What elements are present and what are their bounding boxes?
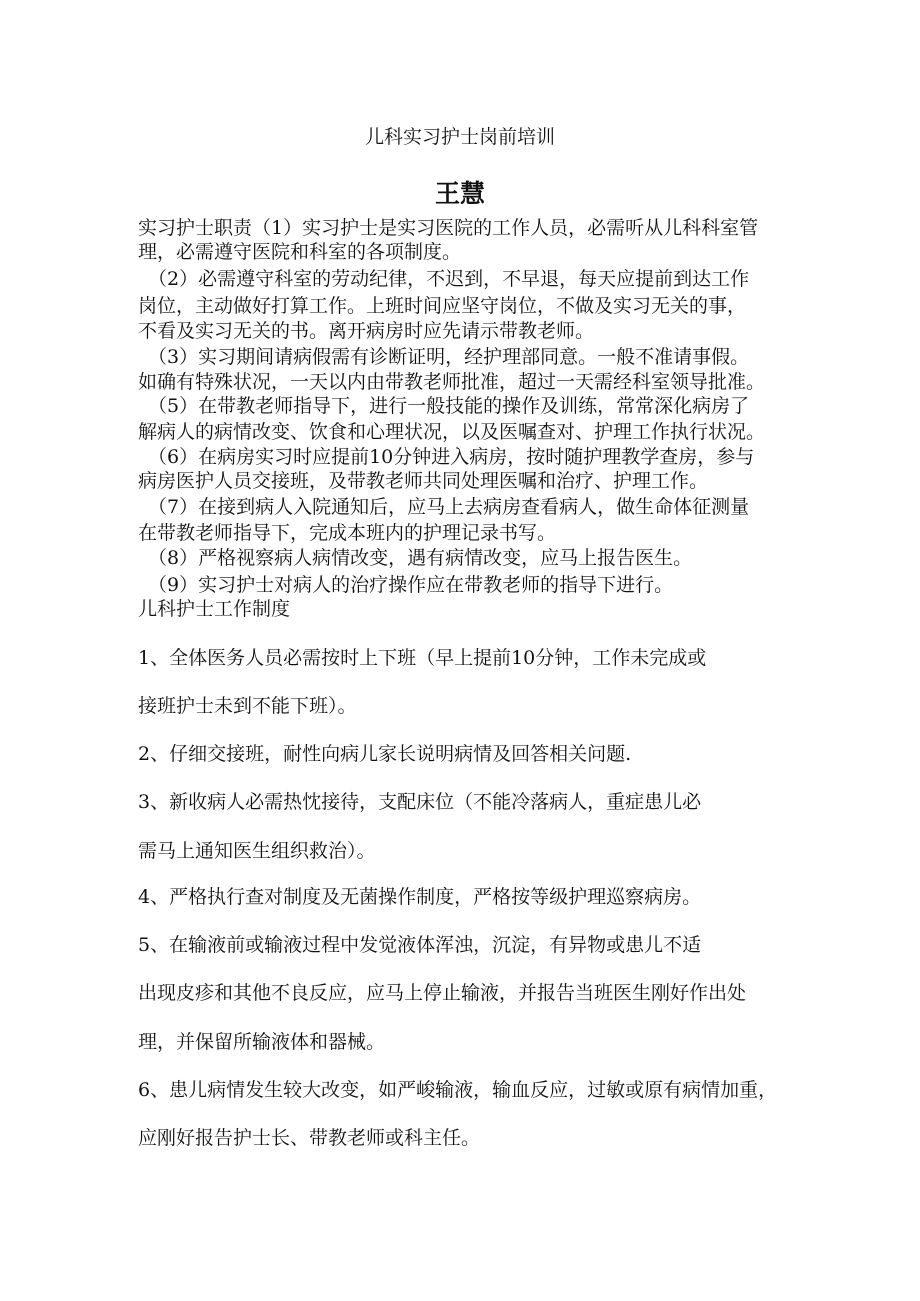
text-line: （9）实习护士对病人的治疗操作应在带教老师的指导下进行。 bbox=[148, 574, 674, 596]
text-line: 不看及实习无关的书。离开病房时应先请示带教老师。 bbox=[138, 320, 595, 342]
document-author: 王慧 bbox=[434, 179, 485, 208]
section-heading: 儿科护士工作制度 bbox=[138, 598, 291, 620]
text-line: （3）实习期间请病假需有诊断证明，经护理部同意。一般不准请事假。 bbox=[148, 346, 750, 368]
rule-line: 理，并保留所输液体和器械。 bbox=[138, 1031, 386, 1053]
text-line: 理，必需遵守医院和科室的各项制度。 bbox=[138, 241, 462, 263]
text-line: （7）在接到病人入院通知后，应马上去病房查看病人，做生命体征测量 bbox=[148, 496, 750, 518]
text-line: 如确有特殊状况，一天以内由带教老师批准，超过一天需经科室领导批准。 bbox=[138, 371, 766, 393]
text-line: 在带教老师指导下，完成本班内的护理记录书写。 bbox=[138, 522, 557, 544]
text-line: （6）在病房实习时应提前10分钟进入病房，按时随护理教学查房，参与 bbox=[148, 446, 755, 468]
rule-line: 4、严格执行查对制度及无菌操作制度，严格按等级护理巡察病房。 bbox=[138, 886, 702, 908]
rule-line: 3、新收病人必需热忱接待，支配床位（不能冷落病人，重症患儿必 bbox=[138, 791, 702, 813]
rule-line: 接班护士未到不能下班）。 bbox=[138, 695, 357, 717]
text-line: 实习护士职责（1）实习护士是实习医院的工作人员，必需听从儿科科室管 bbox=[138, 217, 759, 239]
text-line: 解病人的病情改变、饮食和心理状况，以及医嘱查对、护理工作执行状况。 bbox=[138, 421, 766, 443]
rule-line: 1、全体医务人员必需按时上下班（早上提前10分钟，工作未完成或 bbox=[138, 647, 707, 669]
document-title: 儿科实习护士岗前培训 bbox=[364, 126, 555, 148]
rule-line: 应刚好报告护士长、带教老师或科主任。 bbox=[138, 1127, 481, 1149]
text-line: （5）在带教老师指导下，进行一般技能的操作及训练，常常深化病房了 bbox=[148, 395, 750, 417]
rule-line: 6、患儿病情发生较大改变，如严峻输液，输血反应，过敏或原有病情加重， bbox=[138, 1079, 778, 1101]
text-line: 病房医护人员交接班，及带教老师共同处理医嘱和治疗、护理工作。 bbox=[138, 470, 709, 492]
text-line: （2）必需遵守科室的劳动纪律，不迟到，不早退，每天应提前到达工作 bbox=[148, 268, 750, 290]
text-line: （8）严格视察病人病情改变，遇有病情改变，应马上报告医生。 bbox=[148, 547, 693, 569]
rule-line: 出现皮疹和其他不良反应，应马上停止输液，并报告当班医生刚好作出处 bbox=[138, 982, 747, 1004]
rule-line: 需马上通知医生组织救治）。 bbox=[138, 840, 376, 862]
rule-line: 2、仔细交接班，耐性向病儿家长说明病情及回答相关问题. bbox=[138, 743, 632, 765]
text-line: 岗位，主动做好打算工作。上班时间应坚守岗位，不做及实习无关的事， bbox=[138, 295, 747, 317]
rule-line: 5、在输液前或输液过程中发觉液体浑浊，沉淀，有异物或患儿不适 bbox=[138, 934, 702, 956]
